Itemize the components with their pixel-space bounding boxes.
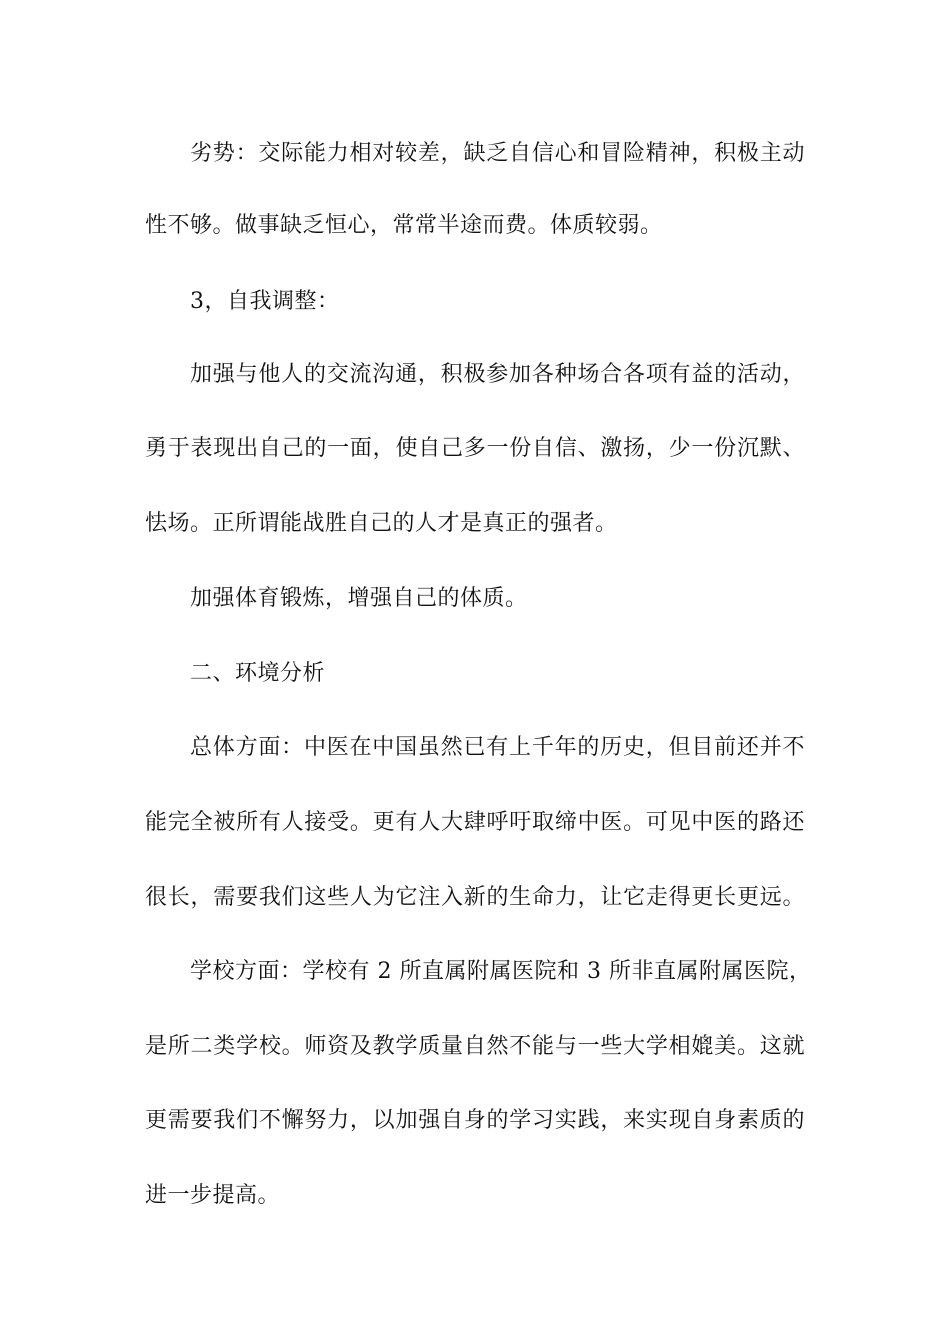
text-line: 总体方面：中医在中国虽然已有上千年的历史，但目前还并不 xyxy=(190,735,805,760)
text-line: 加强体育锻炼，增强自己的体质。 xyxy=(190,586,528,611)
text-line: 3，自我调整： xyxy=(190,289,340,314)
text-line: 勇于表现出自己的一面，使自己多一份自信、激扬，少一份沉默、 xyxy=(145,436,805,461)
text-line: 进一步提高。 xyxy=(145,1183,281,1208)
text-line: 性不够。做事缺乏恒心，常常半途而费。体质较弱。 xyxy=(145,213,663,238)
text-line: 能完全被所有人接受。更有人大肆呼吁取缔中医。可见中医的路还 xyxy=(145,810,805,835)
text-line: 劣势：交际能力相对较差，缺乏自信心和冒险精神，积极主动 xyxy=(190,141,805,166)
text-line: 是所二类学校。师资及教学质量自然不能与一些大学相媲美。这就 xyxy=(145,1034,805,1059)
text-line: 学校方面：学校有 2 所直属附属医院和 3 所非直属附属医院， xyxy=(190,959,812,984)
section-heading: 二、环境分析 xyxy=(190,661,326,686)
text-line: 加强与他人的交流沟通，积极参加各种场合各项有益的活动， xyxy=(190,362,805,387)
text-line: 更需要我们不懈努力，以加强自身的学习实践，来实现自身素质的 xyxy=(145,1108,805,1133)
text-line: 怯场。正所谓能战胜自己的人才是真正的强者。 xyxy=(145,511,618,536)
text-line: 很长，需要我们这些人为它注入新的生命力，让它走得更长更远。 xyxy=(145,885,805,910)
